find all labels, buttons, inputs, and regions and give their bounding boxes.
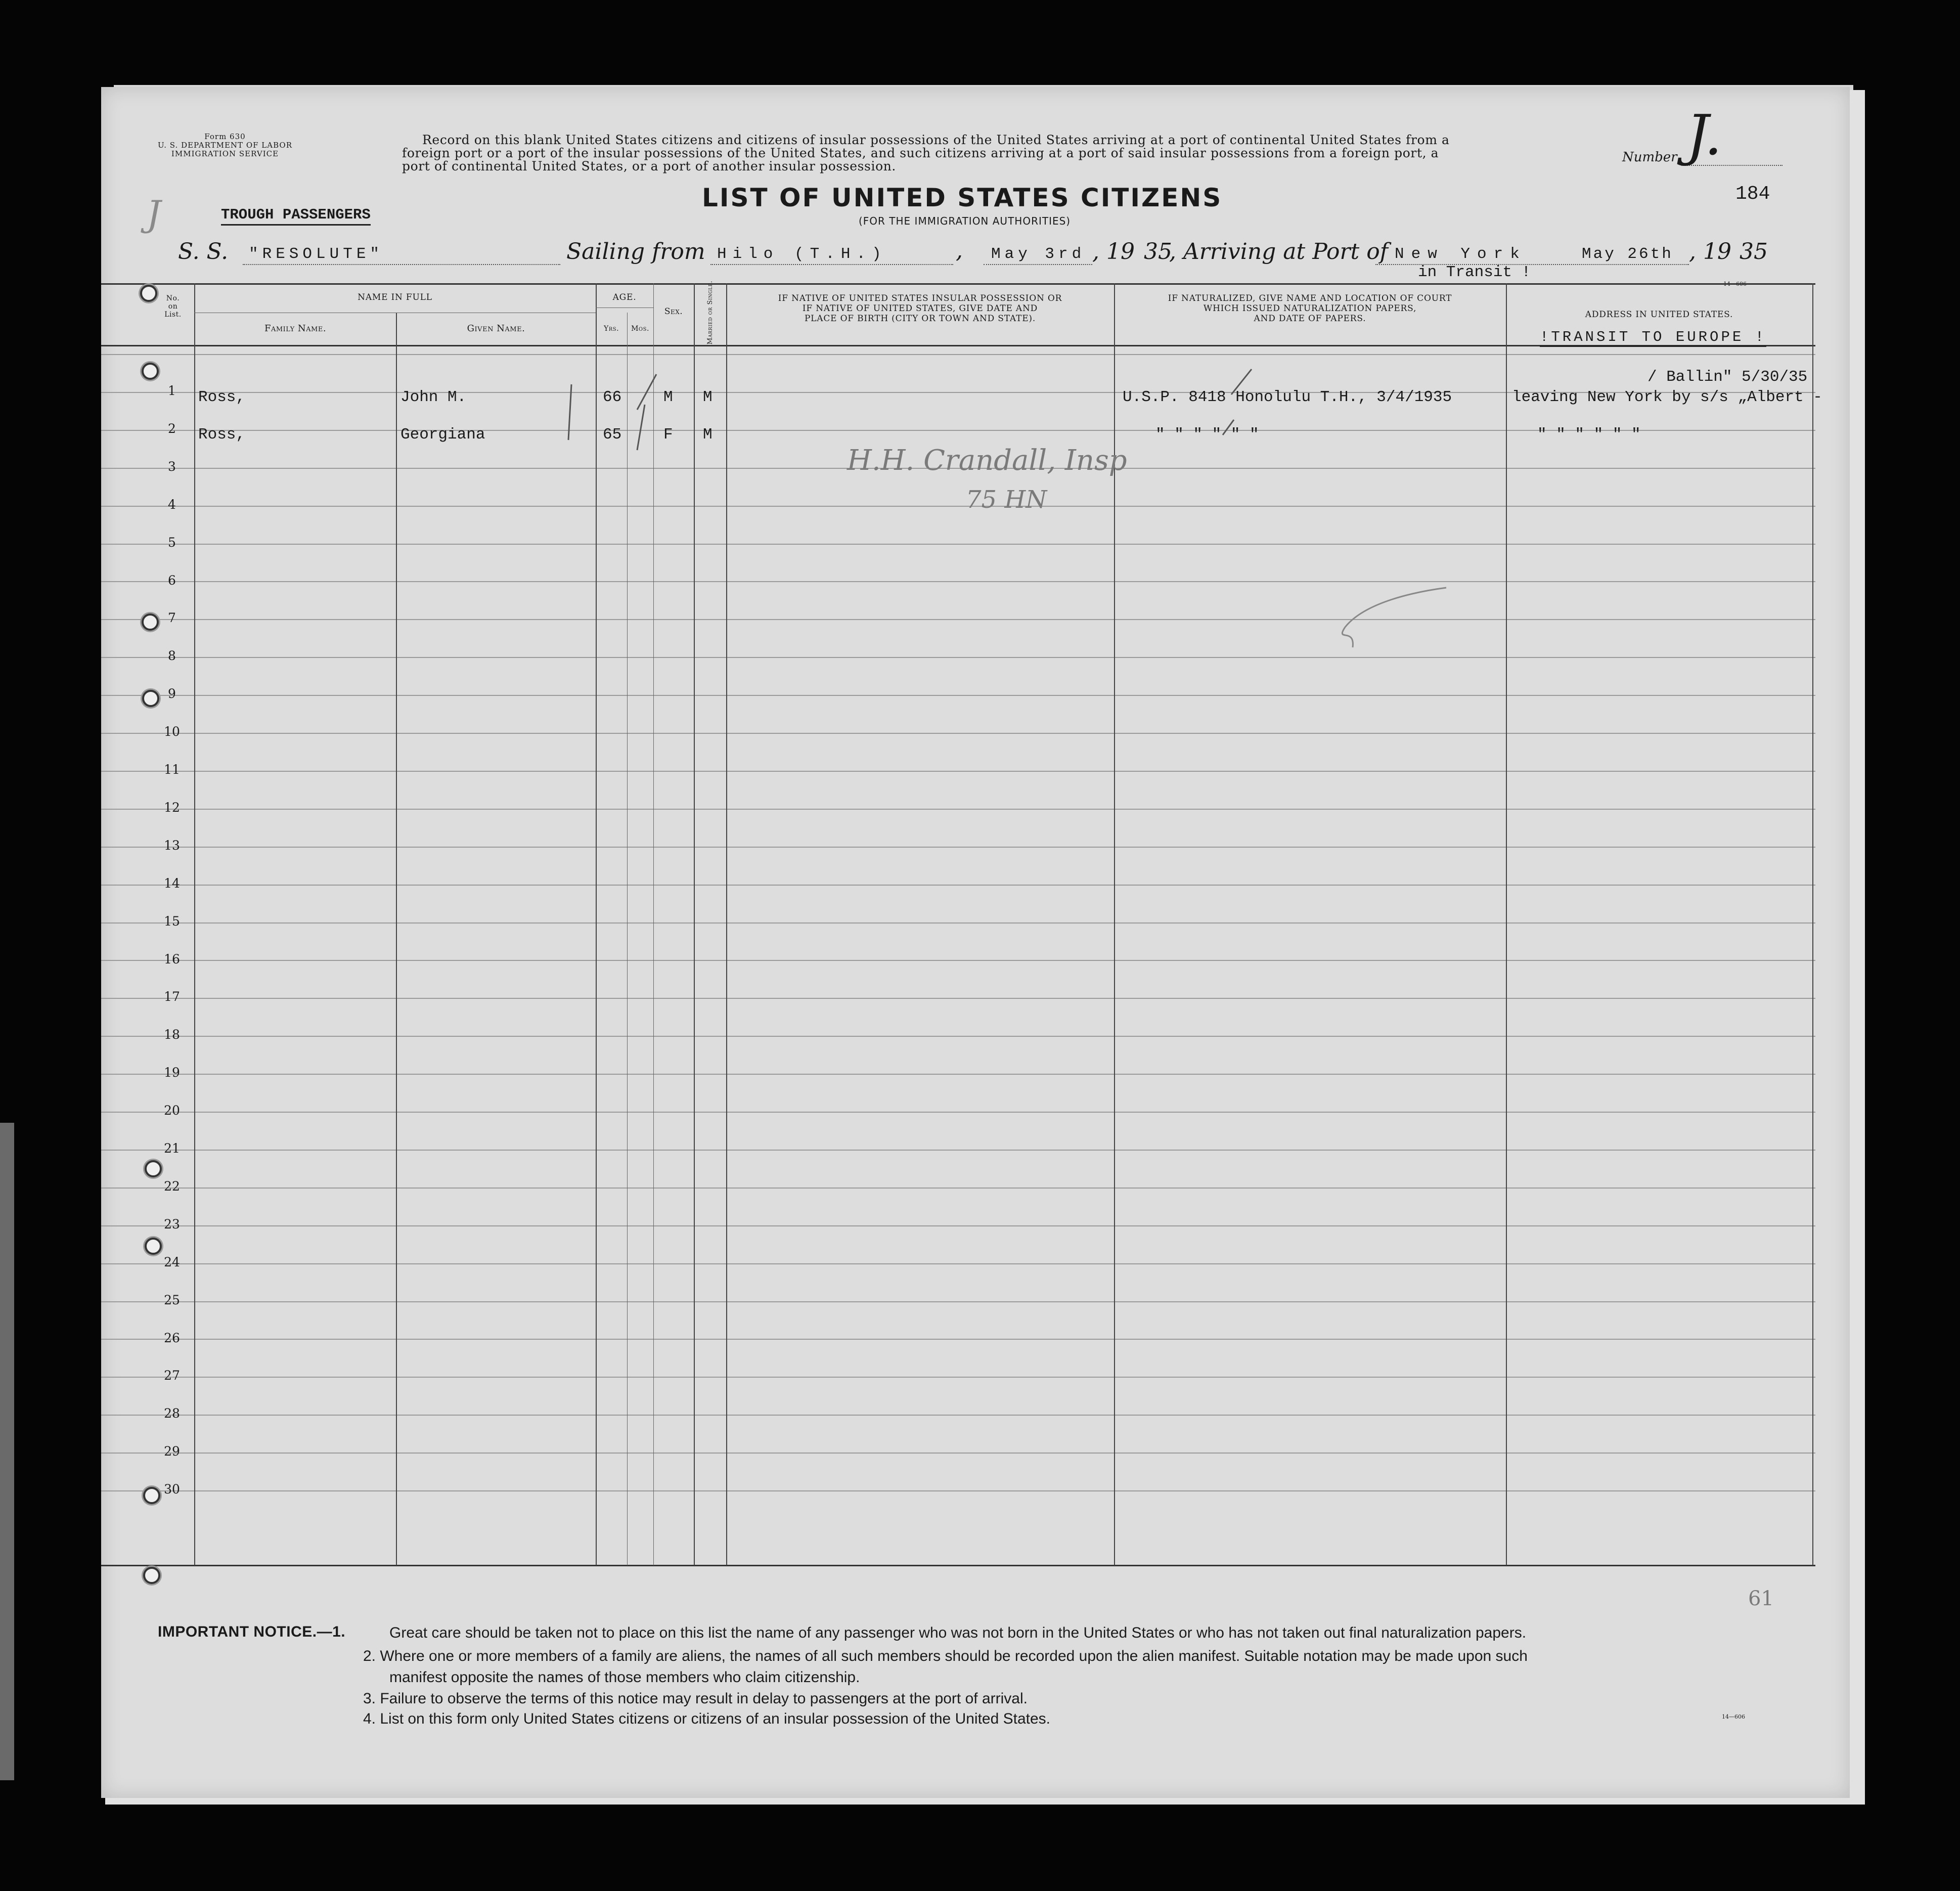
row-number: 1 <box>168 383 176 398</box>
row-line <box>101 960 1815 961</box>
form-number: Form 630 <box>204 132 246 141</box>
passenger-marital-status: M <box>703 388 712 406</box>
form-identifier <box>147 133 303 158</box>
row-number: 7 <box>168 610 176 625</box>
row-line <box>101 922 1815 923</box>
row-line <box>101 1150 1815 1151</box>
comma: , <box>956 238 963 263</box>
arriving-label: , Arriving at Port of <box>1169 239 1388 265</box>
binding-hole <box>142 690 159 707</box>
row-number: 12 <box>164 800 180 815</box>
row-line <box>101 733 1815 734</box>
form-code-bottom: 14—606 <box>1722 1713 1745 1720</box>
row-line <box>101 1415 1815 1416</box>
row-line <box>101 885 1815 886</box>
departure-year-prefix: , 19 <box>1092 239 1135 265</box>
form-title: LIST OF UNITED STATES CITIZENS <box>702 183 1223 212</box>
row-number: 8 <box>168 648 176 663</box>
passenger-given-name: Georgiana <box>400 426 485 444</box>
row-number: 18 <box>164 1027 180 1042</box>
row-line <box>101 1377 1815 1378</box>
table-top-border <box>101 283 1815 285</box>
departure-date: May 3rd <box>991 245 1086 263</box>
pencil-slash <box>1231 369 1252 394</box>
col-native-line: IF NATIVE OF UNITED STATES, GIVE DATE AND <box>802 303 1038 314</box>
arrival-year-prefix: , 19 <box>1689 239 1731 265</box>
row-line <box>101 1453 1815 1454</box>
department-name: U. S. DEPARTMENT OF LABOR <box>157 141 292 150</box>
binding-hole <box>142 363 159 380</box>
pencil-slash <box>637 374 656 410</box>
row-number: 3 <box>168 459 176 474</box>
row-line <box>101 1036 1815 1037</box>
col-age: AGE. <box>612 292 637 302</box>
binding-hole <box>142 613 159 631</box>
service-name: IMMIGRATION SERVICE <box>171 149 279 158</box>
pencil-slash <box>1223 420 1234 435</box>
row-line <box>101 847 1815 848</box>
row-number: 16 <box>164 952 180 966</box>
address-transit-note: !TRANSIT TO EUROPE ! <box>1540 329 1766 347</box>
record-note-line: port of continental United States, or a port of another insular possession. <box>402 159 896 173</box>
row-number: 22 <box>164 1179 180 1194</box>
passenger-marital-status: M <box>703 426 712 444</box>
row-line <box>101 1301 1815 1302</box>
row-line <box>101 771 1815 772</box>
passenger-age-years: 65 <box>603 426 622 444</box>
col-no-line: No. <box>166 294 180 302</box>
pencil-stroke <box>1342 588 1446 647</box>
notice-item: 4. List on this form only United States citizens or citizens of an insular possession of the United States. <box>363 1710 1051 1727</box>
passenger-family-name: Ross, <box>198 388 246 406</box>
departure-port: Hilo (T.H.) <box>717 245 887 263</box>
record-note-line: foreign port or a port of the insular possessions of the United States, and such citizens arriving at a port of said insular possessions from a foreign port, a <box>402 146 1439 160</box>
column-divider <box>1812 283 1813 1565</box>
binding-hole <box>145 1238 162 1255</box>
row-line <box>101 1339 1815 1340</box>
notice-item: 2. Where one or more members of a family are aliens, the names of all such members should be recorded upon the alien manifest. Suitable notation may be made upon such <box>363 1648 1528 1664</box>
col-naturalized <box>1114 293 1506 324</box>
passenger-naturalization-ditto: " " " " " " <box>1155 426 1259 444</box>
sailing-from-label: Sailing from <box>566 239 705 265</box>
arrival-year: 35 <box>1740 239 1768 265</box>
departure-year: 35 <box>1144 239 1172 265</box>
row-number: 11 <box>164 762 180 777</box>
row-line <box>101 354 1815 355</box>
col-family-name: Family Name. <box>264 323 327 334</box>
number-label: Number <box>1622 150 1677 165</box>
passenger-sex: F <box>663 426 673 444</box>
row-number: 24 <box>164 1255 180 1269</box>
page-number: 184 <box>1735 183 1770 205</box>
arrival-date: May 26th <box>1582 245 1673 263</box>
row-number: 27 <box>164 1368 180 1383</box>
row-line <box>101 1225 1815 1226</box>
passenger-address-continuation: / Ballin" 5/30/35 <box>1647 368 1808 386</box>
col-age-mos: Mos. <box>631 325 649 333</box>
row-line <box>101 1188 1815 1189</box>
row-number: 19 <box>164 1065 180 1080</box>
row-number: 4 <box>168 497 176 512</box>
pencil-tick <box>568 384 571 440</box>
background-page-edge <box>0 1123 14 1780</box>
col-given-name: Given Name. <box>467 323 525 334</box>
row-number: 30 <box>164 1482 180 1497</box>
row-number: 21 <box>164 1141 180 1156</box>
col-no-on-list <box>152 294 194 319</box>
col-naturalized-line: WHICH ISSUED NATURALIZATION PAPERS, <box>1203 303 1417 314</box>
col-no-line: on <box>168 302 178 311</box>
row-number: 6 <box>168 573 176 588</box>
row-number: 25 <box>164 1293 180 1307</box>
arrival-port: New York <box>1395 245 1527 263</box>
row-number: 10 <box>164 724 180 739</box>
row-line <box>101 998 1815 999</box>
handwritten-note: 75 HN <box>966 486 1047 514</box>
passenger-family-name: Ross, <box>198 426 246 444</box>
row-line <box>101 1263 1815 1264</box>
form-subtitle: (FOR THE IMMIGRATION AUTHORITIES) <box>859 215 1071 227</box>
binding-hole <box>145 1160 162 1177</box>
row-number: 9 <box>168 686 176 701</box>
col-native <box>726 293 1114 324</box>
page-stamp: 61 <box>1748 1587 1774 1610</box>
col-name-in-full: NAME IN FULL <box>358 292 432 302</box>
col-native-line: IF NATIVE OF UNITED STATES INSULAR POSSESSION OR <box>778 293 1062 303</box>
row-line <box>101 695 1815 696</box>
row-number: 29 <box>164 1444 180 1459</box>
row-number: 14 <box>164 876 180 891</box>
notice-item: 3. Failure to observe the terms of this notice may result in delay to passengers at the port of arrival. <box>363 1690 1028 1707</box>
departure-date-underline <box>984 263 1092 265</box>
row-number: 17 <box>164 989 180 1004</box>
inspector-signature: H.H. Crandall, Insp <box>847 444 1127 477</box>
notice-heading: IMPORTANT NOTICE.—1. <box>158 1623 346 1640</box>
passenger-given-name: John M. <box>400 388 467 406</box>
row-line <box>101 1112 1815 1113</box>
passenger-sex: M <box>663 388 673 406</box>
row-line <box>101 1490 1815 1491</box>
col-naturalized-line: IF NATURALIZED, GIVE NAME AND LOCATION OF COURT <box>1168 293 1452 303</box>
row-number: 20 <box>164 1103 180 1118</box>
row-number: 26 <box>164 1331 180 1345</box>
row-number: 13 <box>164 838 180 853</box>
ss-label: S. S. <box>178 239 229 265</box>
col-native-line: PLACE OF BIRTH (CITY OR TOWN AND STATE). <box>804 314 1036 324</box>
binding-hole <box>143 1567 160 1584</box>
row-line <box>101 809 1815 810</box>
list-letter: J. <box>1686 103 1722 167</box>
pencil-mark: J <box>147 193 161 235</box>
table-bottom-border <box>101 1565 1815 1566</box>
passenger-address-ditto: " " " " " " <box>1537 426 1641 444</box>
passenger-address: leaving New York by s/s „Albert - <box>1512 388 1822 406</box>
col-no-line: List. <box>164 311 182 319</box>
col-married-or-single: Married or Single. <box>706 280 714 345</box>
ship-name: "RESOLUTE" <box>249 245 384 263</box>
notice-item: Great care should be taken not to place on this list the name of any passenger who was not born in the United States or who has not taken out final naturalization papers. <box>389 1624 1527 1641</box>
col-age-yrs: Yrs. <box>603 325 619 333</box>
departure-port-underline <box>710 263 953 265</box>
in-transit-note: in Transit ! <box>1418 263 1531 281</box>
passenger-age-years: 66 <box>603 388 622 406</box>
col-address: ADDRESS IN UNITED STATES. <box>1585 310 1733 320</box>
col-sex: Sex. <box>664 306 683 317</box>
age-subheader-line <box>596 307 653 308</box>
pencil-slash <box>637 405 645 450</box>
passenger-naturalization: U.S.P. 8418 Honolulu T.H., 3/4/1935 <box>1123 388 1452 406</box>
row-number: 5 <box>168 535 176 550</box>
row-number: 23 <box>164 1217 180 1232</box>
row-number: 28 <box>164 1406 180 1421</box>
record-note-line: Record on this blank United States citizens and citizens of insular possessions of the United States arriving at a port of continental United States from a <box>422 133 1450 147</box>
ship-underline <box>243 263 560 265</box>
column-divider <box>194 283 195 1565</box>
through-passengers-label: TROUGH PASSENGERS <box>221 206 371 226</box>
pencil-marks <box>556 364 1517 678</box>
notice-item: manifest opposite the names of those members who claim citizenship. <box>389 1669 860 1686</box>
row-line <box>101 1074 1815 1075</box>
row-number: 15 <box>164 914 180 929</box>
binding-hole <box>140 285 157 302</box>
row-number: 2 <box>168 421 176 436</box>
binding-hole <box>143 1487 160 1504</box>
column-divider <box>396 313 397 1565</box>
col-naturalized-line: AND DATE OF PAPERS. <box>1254 314 1366 324</box>
record-instructions <box>402 134 1542 173</box>
